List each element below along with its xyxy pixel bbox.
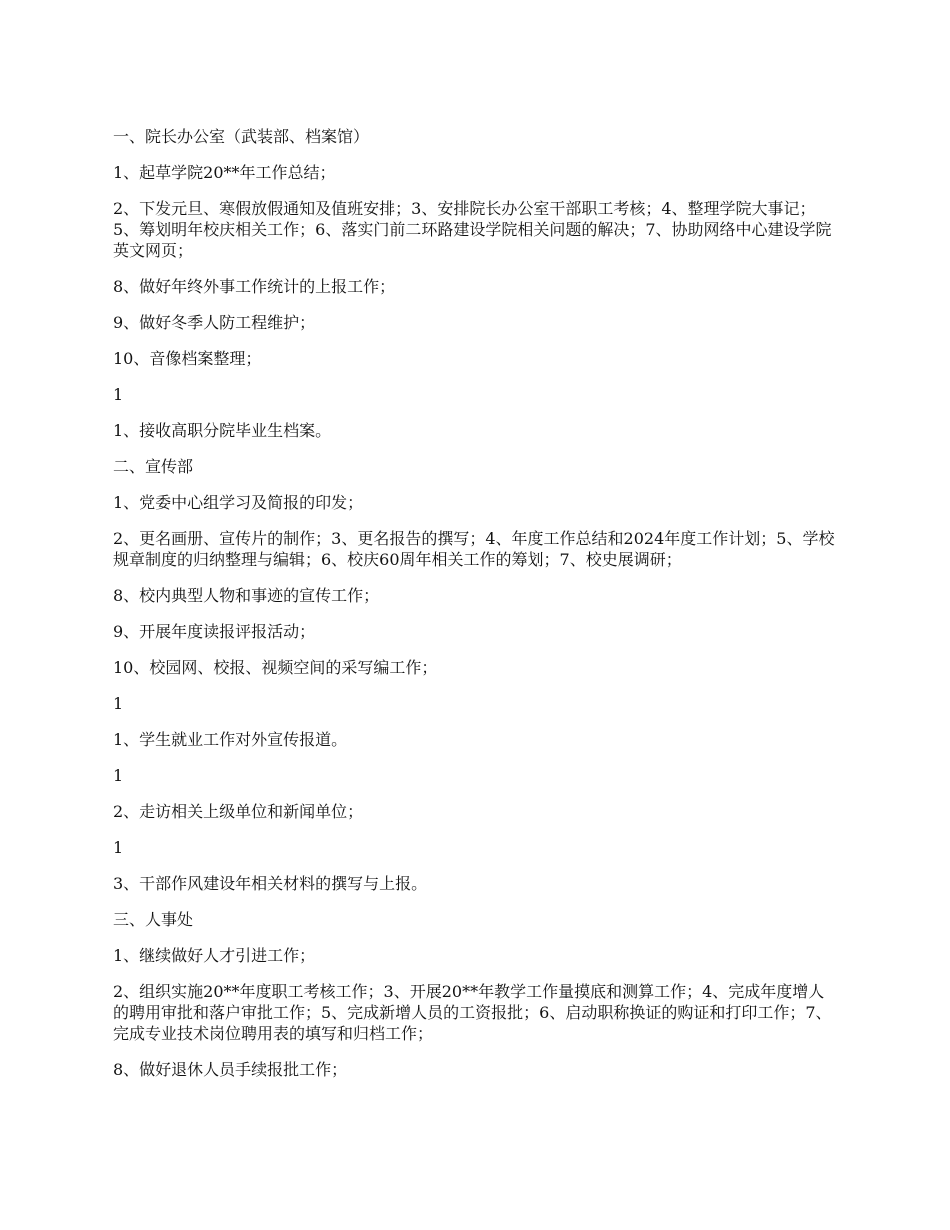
list-item: 10、校园网、校报、视频空间的采写编工作； (113, 658, 438, 677)
list-item: 2、组织实施20**年度职工考核工作；3、开展20**年教学工作量摸底和测算工作；4、完成年度增人的聘用审批和落户审批工作；5、完成新增人员的工资报批；6、启动职称换证的购证和打印工作；7、完成专业技术岗位聘用表的填写和归档工作； (113, 982, 832, 1043)
list-item: 3、干部作风建设年相关材料的撰写与上报。 (113, 874, 428, 893)
list-item: 1、起草学院20**年工作总结； (113, 163, 336, 182)
list-item: 2、下发元旦、寒假放假通知及值班安排；3、安排院长办公室干部职工考核；4、整理学院大事记；5、筹划明年校庆相关工作；6、落实门前二环路建设学院相关问题的解决；7、协助网络中心建设学院英文网页； (113, 199, 832, 260)
page-number-marker: 1 (113, 694, 124, 713)
list-item: 9、做好冬季人防工程维护； (113, 313, 316, 332)
list-item: 8、做好退休人员手续报批工作； (113, 1060, 348, 1079)
list-item: 1、党委中心组学习及简报的印发； (113, 493, 364, 512)
list-item: 2、更名画册、宣传片的制作；3、更名报告的撰写；4、年度工作总结和2024年度工作计划；5、学校规章制度的归纳整理与编辑；6、校庆60周年相关工作的筹划；7、校史展调研； (113, 529, 835, 569)
page-number-marker: 1 (113, 766, 124, 785)
section-heading-personnel: 三、人事处 (113, 910, 194, 929)
section-heading-president-office: 一、院长办公室（武装部、档案馆） (113, 127, 370, 146)
section-heading-publicity: 二、宣传部 (113, 457, 194, 476)
document-body (113, 126, 838, 1095)
list-item: 2、走访相关上级单位和新闻单位； (113, 802, 364, 821)
list-item: 1、接收高职分院毕业生档案。 (113, 421, 332, 440)
list-item: 9、开展年度读报评报活动； (113, 622, 316, 641)
list-item: 8、做好年终外事工作统计的上报工作； (113, 277, 396, 296)
list-item: 10、音像档案整理； (113, 349, 262, 368)
list-item: 1、继续做好人才引进工作； (113, 946, 316, 965)
page-number-marker: 1 (113, 838, 124, 857)
list-item: 8、校内典型人物和事迹的宣传工作； (113, 586, 380, 605)
list-item: 1、学生就业工作对外宣传报道。 (113, 730, 348, 749)
page-number-marker: 1 (113, 385, 124, 404)
